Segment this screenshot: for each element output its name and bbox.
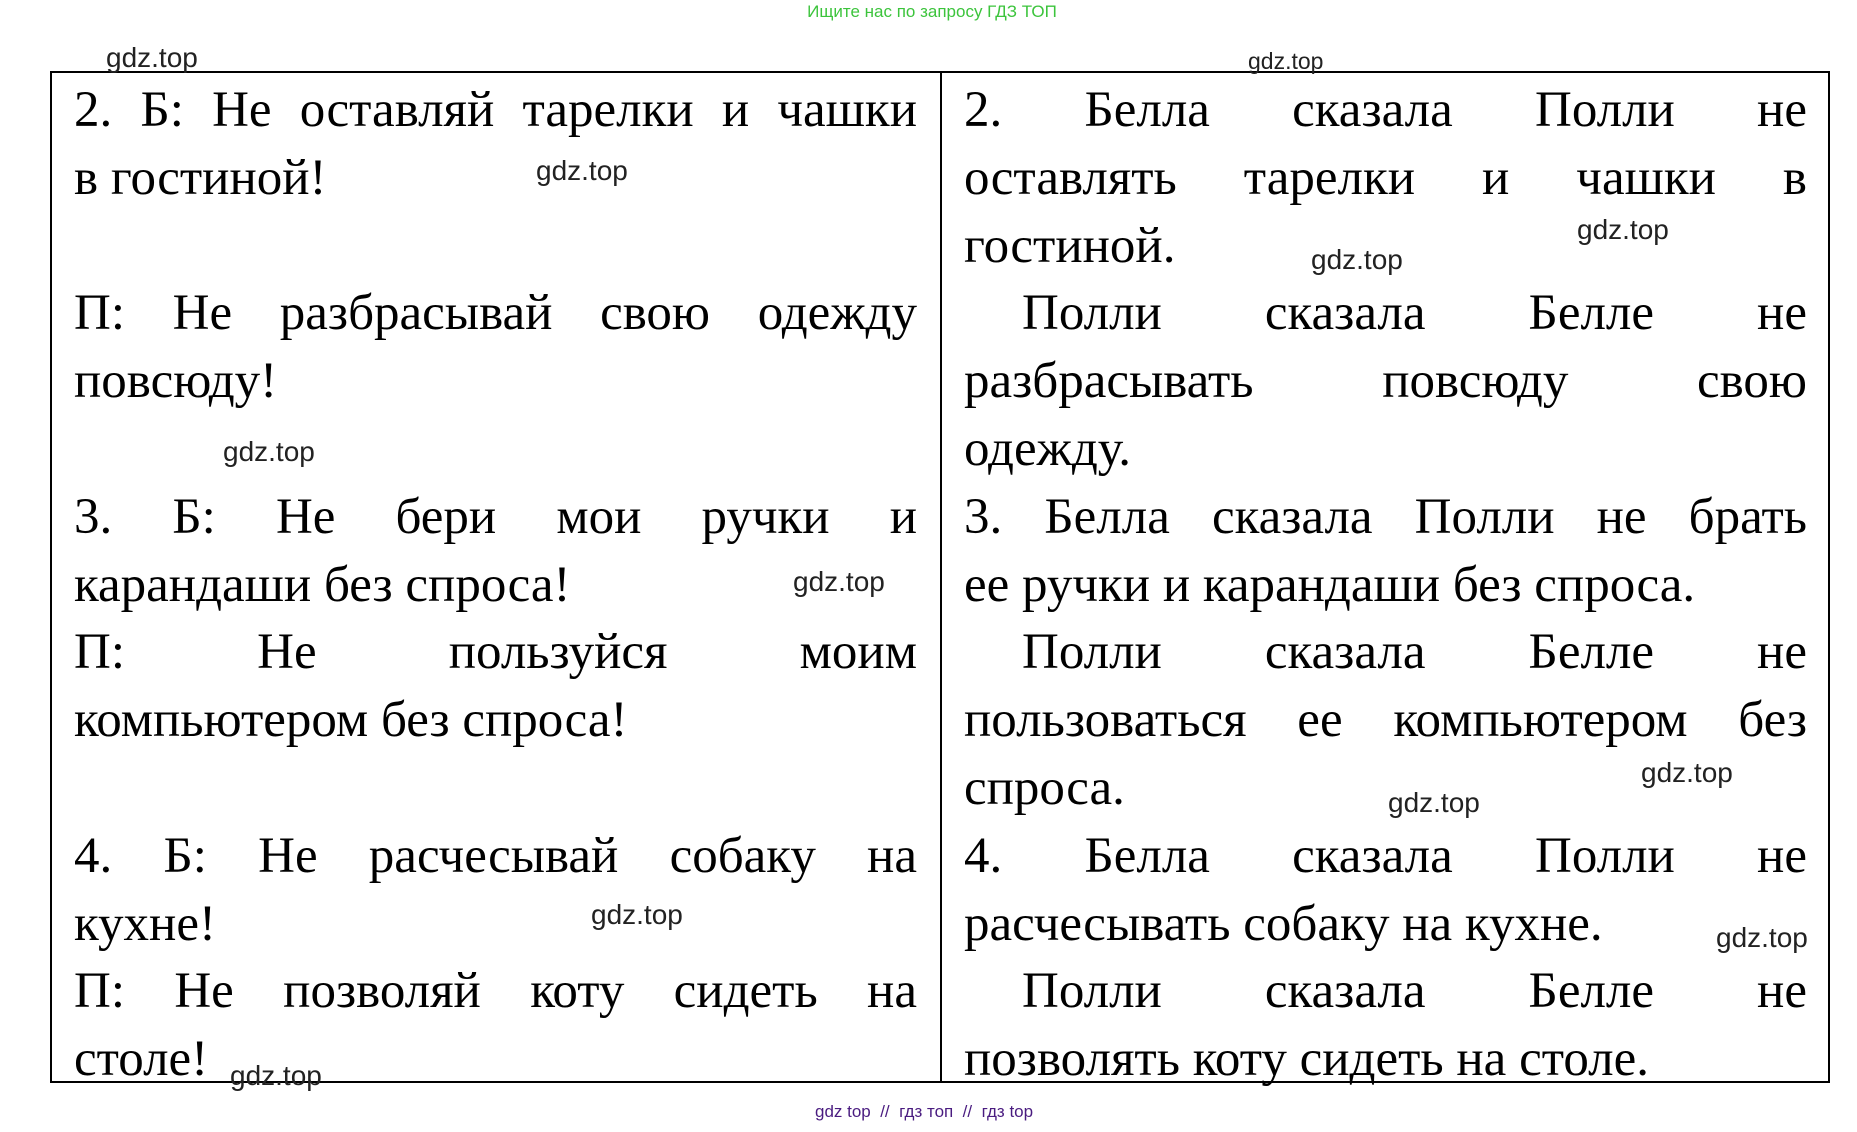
watermark: gdz.top bbox=[1388, 787, 1480, 818]
imperative-line: повсюду! bbox=[74, 353, 278, 410]
watermark: gdz.top bbox=[223, 436, 315, 467]
watermark: gdz.top bbox=[536, 155, 628, 186]
reported-line: расчесывать собаку на кухне. bbox=[964, 895, 1603, 952]
reported-line: гостиной. bbox=[964, 217, 1176, 274]
imperative-line: компьютером без спроса! bbox=[74, 692, 628, 749]
watermark: gdz.top bbox=[591, 899, 683, 930]
reported-line: Полли сказала Белле не bbox=[1022, 963, 1807, 1020]
imperative-line: 3. Б: Не бери мои ручки и bbox=[74, 488, 917, 545]
imperative-line bbox=[74, 416, 87, 484]
watermark: gdz.top bbox=[230, 1060, 322, 1091]
watermark: gdz.top bbox=[1641, 757, 1733, 788]
answer-table bbox=[50, 71, 1830, 1088]
imperative-line bbox=[74, 755, 87, 823]
watermark: gdz.top bbox=[793, 566, 885, 597]
reported-line: 2. Белла сказала Полли не bbox=[964, 82, 1807, 138]
reported-line: пользоваться ее компьютером без bbox=[964, 692, 1807, 749]
imperative-line: кухне! bbox=[74, 895, 216, 952]
reported-line: 4. Белла сказала Полли не bbox=[964, 827, 1807, 884]
column-divider bbox=[940, 73, 942, 1081]
reported-line: оставлять тарелки и чашки в bbox=[964, 149, 1807, 206]
footer-links: gdz top // гдз топ // гдз top bbox=[815, 1102, 1034, 1121]
imperative-line: П: Не позволяй коту сидеть на bbox=[74, 963, 917, 1020]
imperative-line: 4. Б: Не расчесывай собаку на bbox=[74, 827, 917, 884]
watermark: gdz.top bbox=[1311, 244, 1403, 275]
watermark: gdz.top bbox=[1716, 922, 1808, 953]
right-column-reported-speech bbox=[964, 77, 1807, 1094]
imperative-line: П: Не пользуйся моим bbox=[74, 624, 917, 681]
reported-line: ее ручки и карандаши без спроса. bbox=[964, 556, 1696, 613]
reported-line: разбрасывать повсюду свою bbox=[964, 353, 1807, 410]
reported-line: 3. Белла сказала Полли не брать bbox=[964, 488, 1807, 545]
reported-line: Полли сказала Белле не bbox=[1022, 624, 1807, 681]
imperative-line: в гостиной! bbox=[74, 149, 327, 206]
imperative-line: 2. Б: Не оставляй тарелки и чашки bbox=[74, 82, 917, 138]
watermark: gdz.top bbox=[1577, 214, 1669, 245]
reported-line: спроса. bbox=[964, 759, 1125, 816]
imperative-line: карандаши без спроса! bbox=[74, 556, 571, 613]
header-note: Ищите нас по запросу ГДЗ ТОП bbox=[807, 2, 1057, 21]
imperative-line bbox=[74, 213, 87, 281]
watermark: gdz.top bbox=[1248, 48, 1324, 74]
reported-line: позволять коту сидеть на столе. bbox=[964, 1031, 1649, 1088]
watermark: gdz.top bbox=[106, 42, 198, 73]
imperative-line: П: Не разбрасывай свою одежду bbox=[74, 285, 917, 342]
reported-line: одежду. bbox=[964, 420, 1131, 477]
reported-line: Полли сказала Белле не bbox=[1022, 285, 1807, 342]
left-column-imperatives bbox=[74, 77, 917, 1094]
imperative-line: столе! bbox=[74, 1031, 209, 1088]
